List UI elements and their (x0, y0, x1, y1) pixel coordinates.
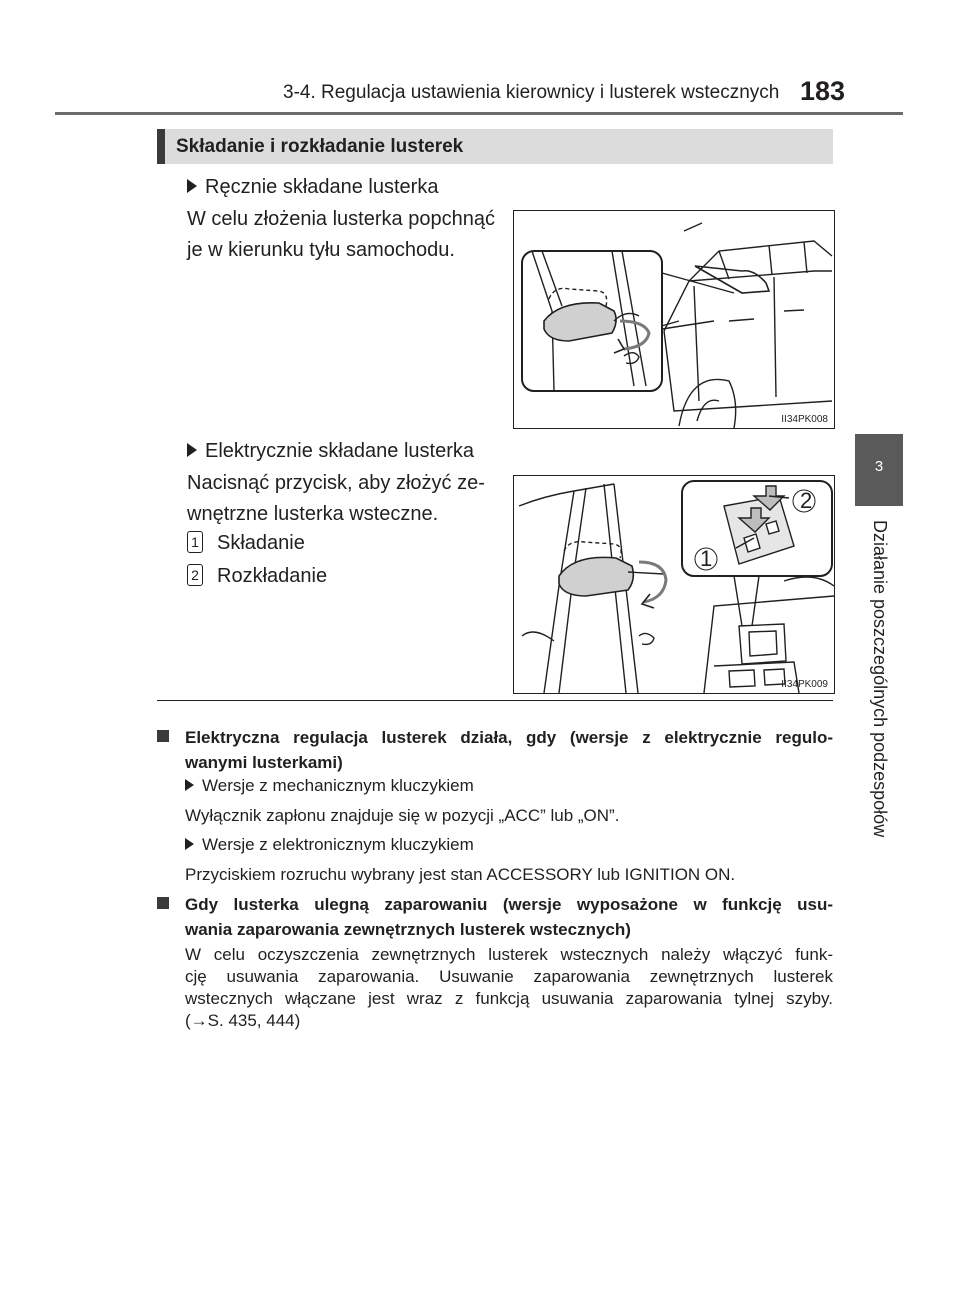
note-1-sub-1-text: Wyłącznik zapłonu znajduje się w pozycji „ACC” lub „ON”. (185, 806, 620, 825)
note-1-sub-2-text: Przyciskiem rozruchu wybrany jest stan ACCESSORY lub IGNITION ON. (185, 865, 736, 884)
section-bar (157, 129, 165, 164)
header-rule (55, 112, 903, 115)
list-item (187, 528, 327, 559)
electric-mirror-illustration (514, 476, 834, 693)
manual-mirrors-heading-text: Ręcznie składane lusterka (205, 176, 439, 198)
callout-1: 1 (700, 546, 713, 571)
note-1-sub-1 (185, 776, 474, 796)
electric-mirrors-text (187, 468, 485, 530)
running-header: 3-4. Regulacja ustawienia kierownicy i lusterek wstecznych (283, 82, 780, 103)
manual-line-2: je w kierunku tyłu samochodu. (187, 239, 455, 261)
item-number-1: 1 (187, 531, 203, 553)
section-header (157, 129, 833, 164)
note-1-line-1: Elektryczna regulacja lusterek działa, gdy (wersje z elektrycznie regulo- (185, 728, 833, 747)
note-1-sub-2-heading: Wersje z elektronicznym kluczykiem (202, 835, 474, 854)
page-number: 183 (800, 76, 846, 106)
item-number-2: 2 (187, 564, 203, 586)
note-1-sub-1-heading: Wersje z mechanicznym kluczykiem (202, 776, 474, 795)
square-bullet-icon (157, 897, 169, 909)
note-2-p-line-2: cję usuwania zaparowania. Usuwanie zaparowania zewnętrznych lusterek (185, 967, 833, 986)
note-2-p-line-4: (→S. 435, 444) (185, 1011, 301, 1030)
section-divider (157, 700, 833, 701)
triangle-bullet-icon (185, 779, 194, 791)
callout-2: 2 (800, 488, 813, 513)
manual-mirrors-heading (187, 176, 438, 199)
electric-mirrors-heading (187, 440, 474, 463)
chapter-title: Działanie poszczególnych podzespołów (870, 520, 890, 838)
note-2-line-1: Gdy lusterka ulegną zaparowaniu (wersje wyposażone w funkcję usu- (185, 895, 833, 914)
triangle-bullet-icon (187, 179, 197, 193)
manual-mirrors-text (187, 204, 495, 266)
item-label-1: Składanie (217, 532, 305, 554)
triangle-bullet-icon (187, 443, 197, 457)
list-item (187, 561, 327, 592)
figure-code-2: II34PK009 (781, 679, 828, 690)
chapter-number: 3 (874, 458, 884, 475)
electric-items (187, 528, 327, 592)
note-2-p-line-1: W celu oczyszczenia zewnętrznych lusterek wstecznych należy włączyć funk- (185, 945, 833, 964)
triangle-bullet-icon (185, 838, 194, 850)
note-2 (157, 892, 833, 942)
item-label-2: Rozkładanie (217, 565, 328, 587)
square-bullet-icon (157, 730, 169, 742)
figure-code-1: II34PK008 (781, 414, 828, 425)
note-2-p-line-3: wstecznych włączane jest wraz z funkcją usuwania zaparowania tylnej szyby. (185, 989, 833, 1008)
note-2-paragraph (185, 944, 833, 1032)
electric-line-2: wnętrzne lusterka wsteczne. (187, 503, 439, 525)
note-1 (157, 725, 833, 775)
electric-line-1: Nacisnąć przycisk, aby złożyć ze- (187, 472, 485, 494)
manual-mirror-figure (513, 210, 835, 429)
electric-mirror-figure (513, 475, 835, 694)
note-2-line-2: wania zaparowania zewnętrznych lusterek wstecznych) (185, 920, 631, 939)
section-title: Składanie i rozkładanie lusterek (176, 136, 464, 157)
note-1-sub-2 (185, 835, 474, 855)
note-1-line-2: wanymi lusterkami) (185, 753, 343, 772)
manual-mirror-illustration (514, 211, 834, 428)
manual-line-1: W celu złożenia lusterka popchnąć (187, 208, 495, 230)
electric-mirrors-heading-text: Elektrycznie składane lusterka (205, 440, 475, 462)
